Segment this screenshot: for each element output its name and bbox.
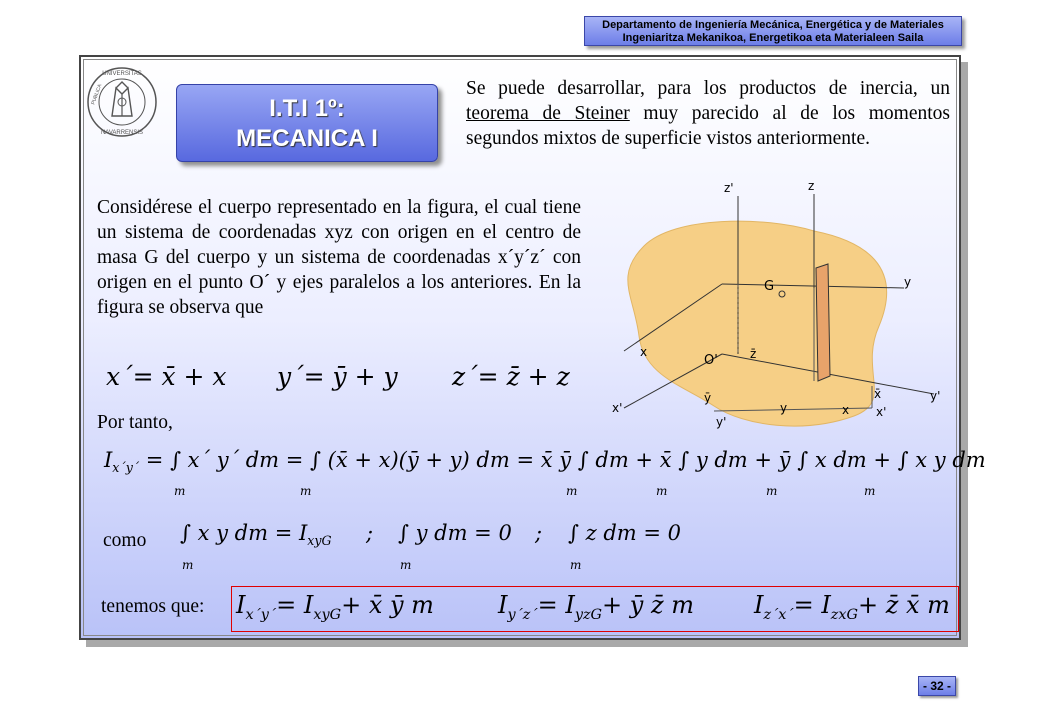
integral-rhs: = ∫ x´ y´ dm = ∫ (x̄ + x)(ȳ + y) dm = x̄ ȳ ∫ dm + x̄ ∫ y dm + ȳ ∫ x dm + ∫ x y dm	[145, 448, 986, 472]
slender-rod	[816, 264, 830, 381]
condition-2-limit: m	[400, 558, 412, 572]
fig-label-zbar: z̄	[750, 347, 757, 361]
course-title-box	[176, 84, 438, 162]
result-ixy-tail: + x̄ ȳ m	[341, 591, 434, 619]
condition-2: ∫ y dm = 0	[398, 521, 512, 545]
fig-label-x2: x	[842, 403, 850, 417]
therefore-label: Por tanto,	[97, 412, 173, 433]
fig-label-yprime: y'	[930, 389, 941, 403]
result-iyz-sub: y´z´	[507, 606, 538, 623]
steiner-theorem-text: teorema de Steiner	[466, 103, 630, 124]
fig-label-yprime2: y'	[716, 415, 727, 429]
university-seal-icon	[86, 66, 158, 138]
integral-lhs-sub: x´y´	[112, 460, 140, 476]
separator-1: ;	[366, 521, 374, 545]
relation-y: y´= ȳ + y	[277, 362, 398, 391]
result-iyzg-sub: yzG	[574, 606, 603, 623]
condition-3-limit: m	[570, 558, 582, 572]
condition-3: ∫ z dm = 0	[568, 521, 682, 545]
fig-label-z: z	[808, 179, 815, 193]
page-number: - 32 -	[918, 676, 956, 696]
fig-label-ybar: ȳ	[704, 391, 712, 405]
svg-text:UNIVERSITAS: UNIVERSITAS	[102, 71, 142, 77]
integral-limit-6: m	[864, 484, 876, 498]
course-name: MECANICA I	[236, 125, 378, 152]
integral-limit-5: m	[766, 484, 778, 498]
result-iyz: $I_{y´z´}= I_{yzG}+$ ȳ z̄ m	[498, 591, 694, 623]
integral-equation	[104, 448, 986, 476]
body-coordinate-figure	[604, 176, 954, 438]
department-name-eu: Ingeniaritza Mekanikoa, Energetikoa eta Materialeen Saila	[622, 32, 924, 44]
integral-limit-3: m	[566, 484, 578, 498]
integral-limit-1: m	[174, 484, 186, 498]
result-iyz-tail: + ȳ z̄ m	[602, 591, 694, 619]
result-izx: $I_{z´x´}= I_{zxG}+$ z̄ x̄ m	[754, 591, 950, 623]
fig-label-xprime: x'	[612, 401, 623, 415]
since-label: como	[103, 530, 147, 551]
result-izx-tail: + z̄ x̄ m	[858, 591, 950, 619]
body-paragraph: Considérese el cuerpo representado en la figura, el cual tiene un sistema de coordenadas xyz con origen en el centro de masa G del cuerpo y un sistema de coordenadas x´y´z´ con origen en el punto O´ y ejes paralelos a los anteriores. En la figura se observa que	[97, 197, 581, 318]
fig-label-y2: y	[780, 401, 788, 415]
relation-z: z´= z̄ + z	[452, 362, 570, 391]
relation-x: x´= x̄ + x	[106, 362, 227, 391]
fig-label-xbar: x̄	[874, 387, 882, 401]
fig-label-Oprime: O'	[704, 353, 718, 368]
condition-1-limit: m	[182, 558, 194, 572]
result-ixyg-sub: xyG	[313, 606, 342, 623]
course-code: I.T.I 1º:	[269, 95, 345, 122]
svg-text:PUBLICA: PUBLICA	[90, 83, 104, 106]
condition-1	[180, 521, 332, 548]
integral-limit-2: m	[300, 484, 312, 498]
result-izxg-sub: zxG	[830, 606, 858, 623]
separator-2: ;	[535, 521, 543, 545]
result-ixy-sub: x´y´	[245, 606, 277, 623]
result-izx-sub: z´x´	[763, 606, 794, 623]
intro-paragraph	[466, 76, 950, 151]
fig-label-y: y	[904, 275, 912, 289]
svg-text:NAVARRENSIS: NAVARRENSIS	[100, 130, 144, 136]
fig-label-xprime2: x'	[876, 405, 887, 419]
department-name-es: Departamento de Ingeniería Mecánica, Energética y de Materiales	[602, 19, 944, 31]
integral-lhs: I	[104, 448, 113, 472]
result-box	[231, 586, 959, 632]
intro-text-a: Se puede desarrollar, para los productos de inercia, un	[466, 78, 950, 99]
fig-label-zprime: z'	[724, 181, 734, 195]
fig-label-x: x	[640, 345, 648, 359]
condition-1-sub: xyG	[307, 533, 332, 549]
result-ixy: $I_{x´y´}= I_{xyG}+$ x̄ ȳ m	[236, 591, 434, 623]
body-blob	[628, 221, 887, 426]
result-label: tenemos que:	[101, 596, 205, 617]
condition-1-text: ∫ x y dm = I	[180, 521, 308, 545]
fig-label-G: G	[764, 279, 775, 294]
integral-limit-4: m	[656, 484, 668, 498]
department-banner	[584, 16, 962, 46]
intro-text-b: muy parecido al de los momentos segundos mixtos de superficie vistos anteriormente.	[466, 103, 951, 149]
